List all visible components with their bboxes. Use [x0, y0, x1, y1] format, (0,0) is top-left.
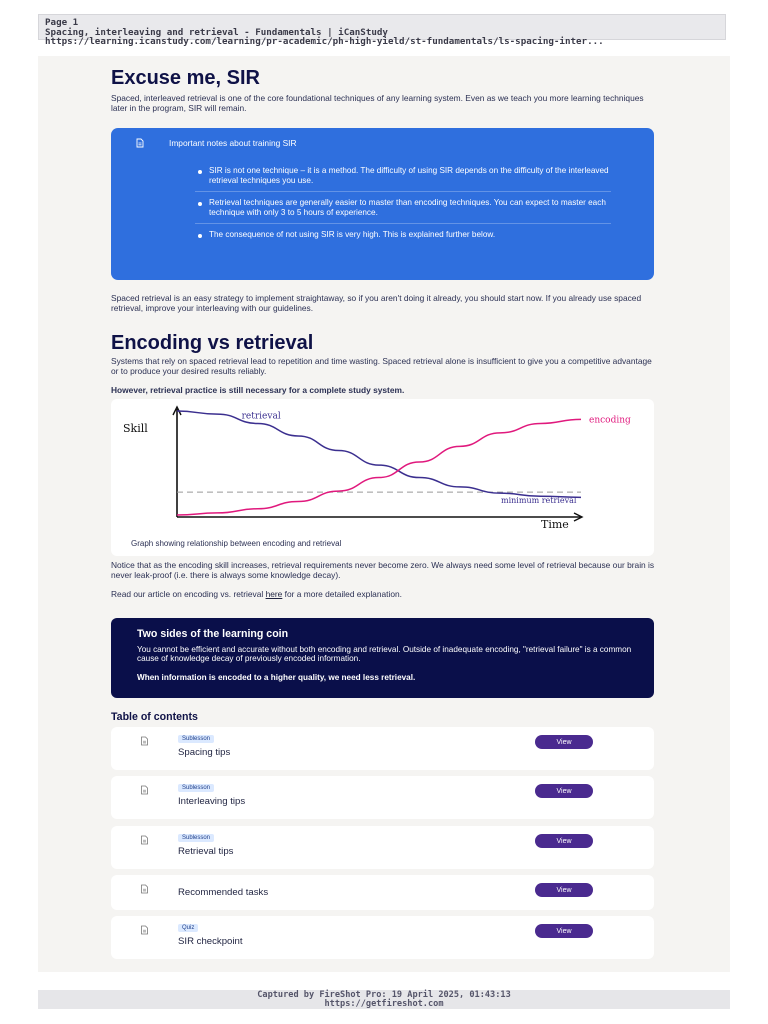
read-article-before: Read our article on encoding vs. retrieval	[111, 589, 266, 599]
section2-bold-line	[111, 386, 659, 396]
reference-line-label: minimum retrieval	[501, 496, 577, 506]
heading-encoding-vs-retrieval: Encoding vs retrieval	[111, 332, 314, 354]
view-button-recommended-tasks[interactable]: View	[535, 883, 593, 897]
coin-title: Two sides of the learning coin	[137, 628, 289, 640]
series-label-encoding: encoding	[589, 415, 631, 426]
capture-page-title: Spacing, interleaving and retrieval - Fundamentals | iCanStudy	[45, 26, 388, 38]
capture-page-label: Page 1	[45, 17, 79, 28]
sublesson-badge: Sublesson	[178, 834, 214, 842]
document-icon	[140, 785, 149, 795]
learning-coin-box	[111, 618, 654, 698]
x-axis-label: Time	[541, 518, 569, 531]
sublesson-badge: Sublesson	[178, 735, 214, 743]
chart-svg	[111, 399, 654, 534]
capture-header	[38, 14, 726, 48]
important-notes-box	[111, 128, 654, 280]
list-item: SIR is not one technique – it is a method. The difficulty of using SIR depends on the difficulty of the interleaved retrieval techniques you use.	[195, 160, 611, 192]
bold-line-text: However, retrieval practice is still necessary for a complete study system.	[111, 385, 405, 395]
sublesson-badge: Sublesson	[178, 784, 214, 792]
list-item: The consequence of not using SIR is very high. This is explained further below.	[195, 224, 611, 246]
series-label-retrieval: retrieval	[241, 411, 281, 422]
document-icon	[140, 925, 149, 935]
read-article-after: for a more detailed explanation.	[282, 589, 402, 599]
encoding-retrieval-chart	[111, 399, 654, 556]
view-button-interleaving-tips[interactable]: View	[535, 784, 593, 798]
toc-item-interleaving-tips[interactable]	[111, 776, 654, 819]
view-button-sir-checkpoint[interactable]: View	[535, 924, 593, 938]
after-notes-paragraph: Spaced retrieval is an easy strategy to implement straightaway, so if you aren't doing it already, you should start now. If you already use spaced retrieval, improve your interleaving with our guidelines.	[111, 293, 642, 313]
list-item: Retrieval techniques are generally easier to master than encoding techniques. You can expect to master each technique with only 3 to 5 hours of experience.	[195, 192, 611, 224]
document-icon	[140, 736, 149, 746]
view-button-spacing-tips[interactable]: View	[535, 735, 593, 749]
notes-heading: Important notes about training SIR	[169, 138, 297, 148]
view-button-retrieval-tips[interactable]: View	[535, 834, 593, 848]
toc-item-label[interactable]: Recommended tasks	[178, 887, 269, 898]
quiz-badge: Quiz	[178, 924, 198, 932]
article-link[interactable]: here	[265, 589, 283, 599]
series-line-retrieval	[177, 411, 581, 497]
capture-page-url: https://learning.icanstudy.com/learning/pr-academic/ph-high-yield/st-fundamentals/ls-spacing-inter...	[45, 36, 604, 48]
footer-line-2: https://getfireshot.com	[324, 998, 444, 1009]
toc-item-sir-checkpoint[interactable]	[111, 916, 654, 959]
document-icon	[140, 835, 149, 845]
document-icon	[135, 138, 145, 148]
coin-strong: When information is encoded to a higher quality, we need less retrieval.	[137, 673, 416, 682]
y-axis-label: Skill	[123, 422, 148, 435]
notes-header	[135, 138, 297, 148]
document-icon	[140, 884, 149, 894]
toc-item-label[interactable]: SIR checkpoint	[178, 936, 243, 947]
toc-item-label[interactable]: Spacing tips	[178, 747, 231, 758]
intro-paragraph: Spaced, interleaved retrieval is one of the core foundational techniques of any learning system. Even as we teach you more learning techniques later in the program, SIR will remain.	[111, 93, 644, 113]
toc-item-spacing-tips[interactable]	[111, 727, 654, 770]
toc-item-label[interactable]: Interleaving tips	[178, 796, 246, 807]
capture-footer	[38, 990, 730, 1009]
footer-line-1: Captured by FireShot Pro: 19 April 2025, 01:43:13	[257, 990, 511, 1000]
coin-body: You cannot be efficient and accurate without both encoding and retrieval. Outside of inadequate encoding, "retrieval failure" is a common cause of knowledge decay of previously encoded information.	[137, 645, 632, 664]
toc-title: Table of contents	[111, 711, 198, 723]
heading-excuse-me-sir: Excuse me, SIR	[111, 67, 260, 89]
section2-intro: Systems that rely on spaced retrieval lead to repetition and time wasting. Spaced retrieval alone is insufficient to give you a competitive advantage or to produce your desired results reliably.	[111, 356, 652, 376]
chart-caption: Graph showing relationship between encoding and retrieval	[131, 539, 342, 548]
toc-item-label[interactable]: Retrieval tips	[178, 846, 234, 857]
notes-list	[195, 160, 611, 246]
toc-item-retrieval-tips[interactable]	[111, 826, 654, 869]
page-content	[38, 56, 730, 972]
read-article-paragraph	[111, 590, 659, 600]
toc-item-recommended-tasks[interactable]	[111, 875, 654, 910]
after-chart-paragraph: Notice that as the encoding skill increases, retrieval requirements never become zero. We always need some level of retrieval because our brain is never leak-proof (i.e. there is always some knowledge decay).	[111, 560, 655, 580]
